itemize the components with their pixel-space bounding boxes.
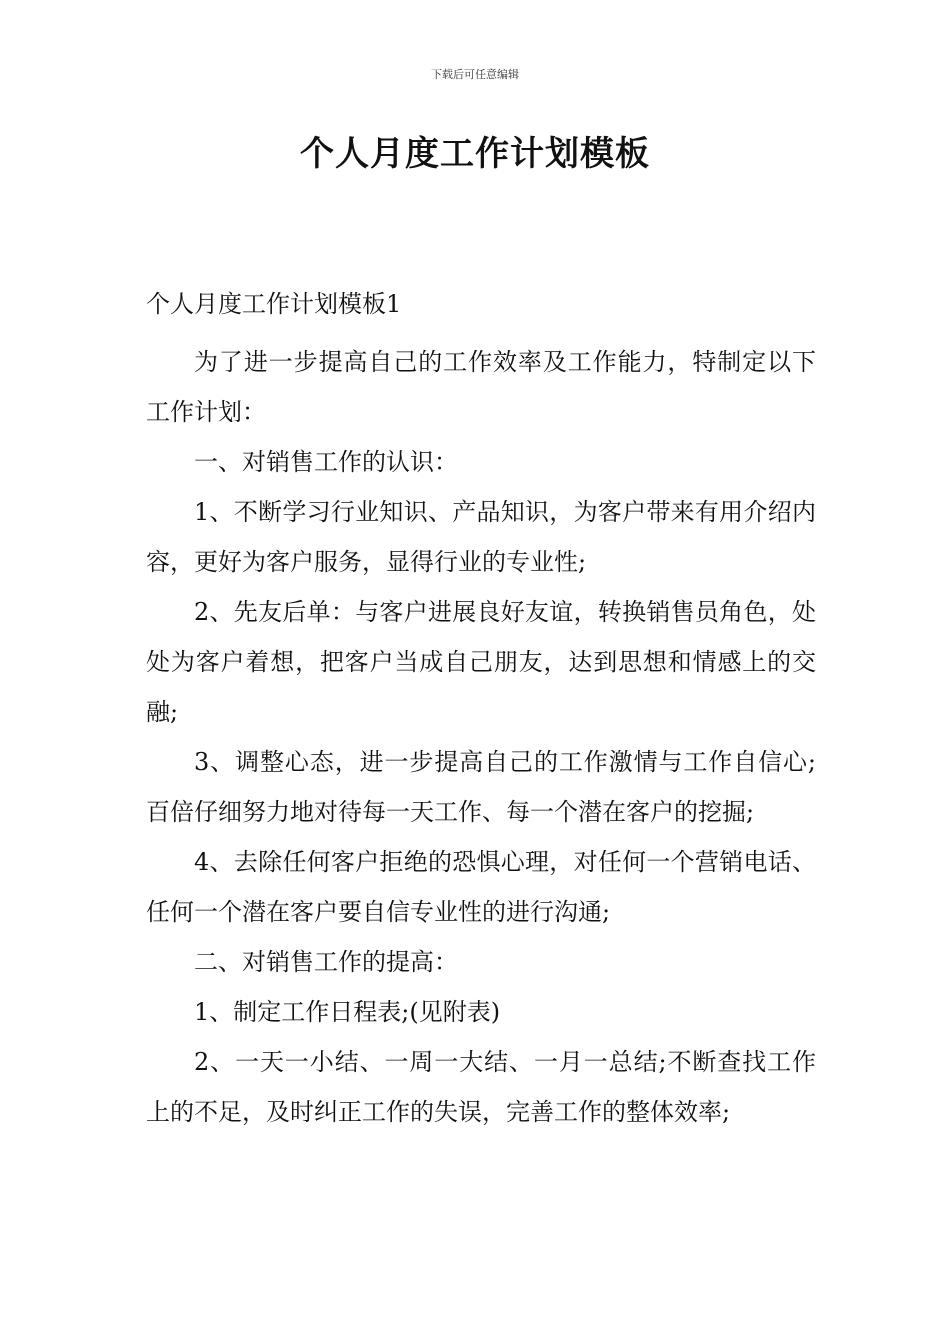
header-note: 下载后可任意编辑 — [431, 68, 519, 81]
paragraph-item-2-2: 2、一天一小结、一周一大结、一月一总结;不断查找工作上的不足，及时纠正工作的失误，完善工作的整体效率; — [146, 1048, 816, 1126]
document-body — [146, 279, 816, 1137]
paragraph-item-1-1: 1、不断学习行业知识、产品知识，为客户带来有用介绍内容，更好为客户服务，显得行业的专业性; — [146, 498, 816, 576]
paragraph-item-1-2: 2、先友后单：与客户进展良好友谊，转换销售员角色，处处为客户着想，把客户当成自己朋友，达到思想和情感上的交融; — [146, 598, 816, 726]
section-title: 个人月度工作计划模板1 — [146, 290, 402, 318]
paragraph-heading-2: 二、对销售工作的提高： — [194, 948, 458, 976]
paragraph-heading-1: 一、对销售工作的认识： — [194, 448, 458, 476]
paragraph-item-2-1: 1、制定工作日程表;(见附表) — [194, 998, 501, 1026]
paragraph-intro: 为了进一步提高自己的工作效率及工作能力，特制定以下工作计划： — [146, 348, 816, 426]
document-title: 个人月度工作计划模板 — [300, 134, 650, 174]
paragraph-item-1-4: 4、去除任何客户拒绝的恐惧心理，对任何一个营销电话、任何一个潜在客户要自信专业性的进行沟通; — [146, 848, 816, 926]
paragraph-item-1-3: 3、调整心态，进一步提高自己的工作激情与工作自信心;百倍仔细努力地对待每一天工作、每一个潜在客户的挖掘; — [146, 748, 816, 826]
